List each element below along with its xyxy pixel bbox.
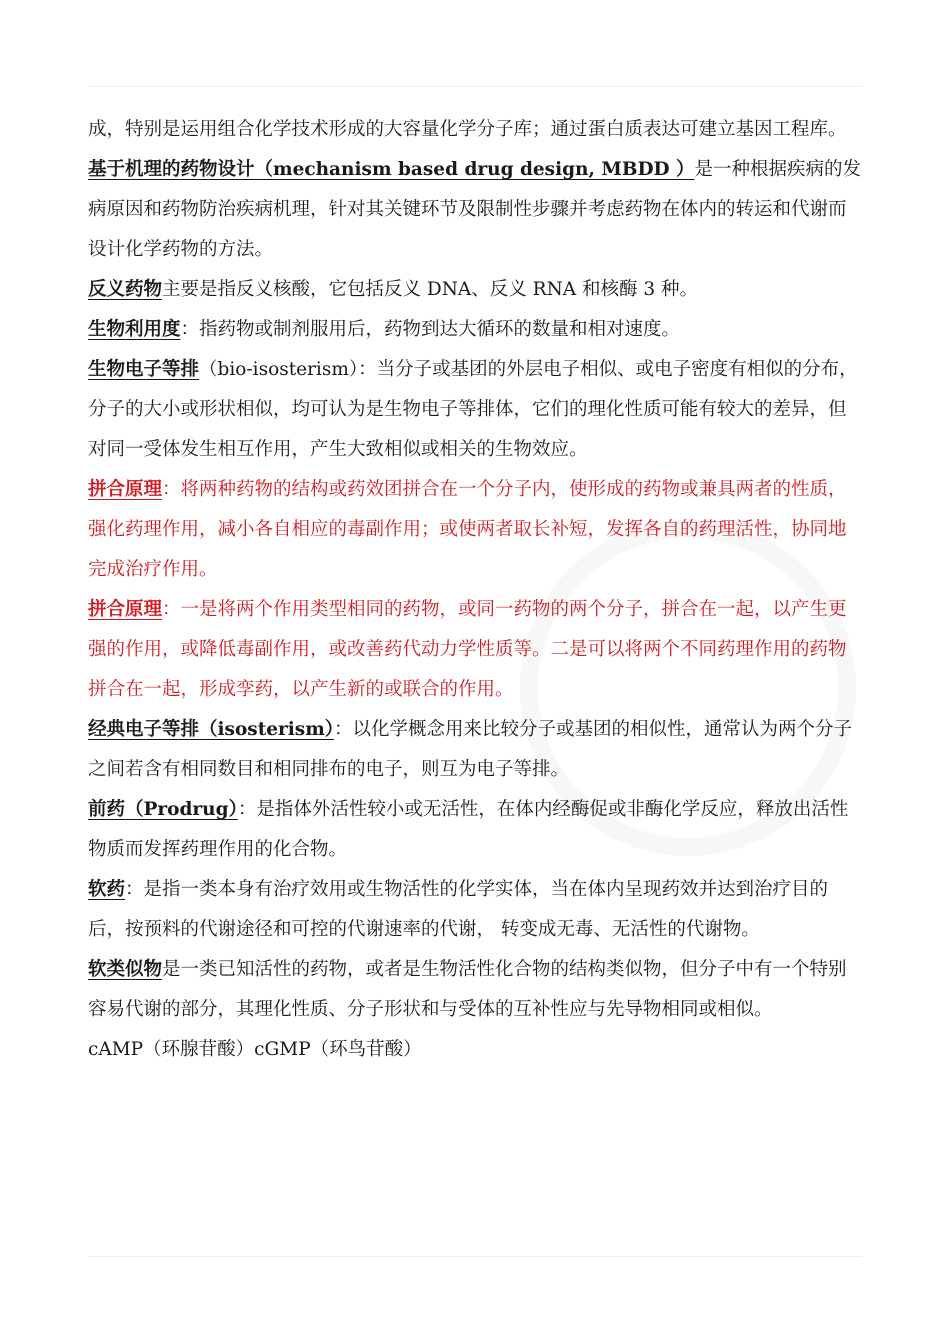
term: 生物电子等排: [88, 359, 200, 380]
definition: 是一类已知活性的药物，或者是生物活性化合物的结构类似物，但分子中有一个特别容易代谢的部分，其理化性质、分子形状和与受体的互补性应与先导物相同或相似。: [88, 959, 847, 1020]
term: 软类似物: [88, 959, 163, 980]
definition: 主要是指反义核酸，它包括反义 DNA、反义 RNA 和核酶 3 种。: [162, 279, 699, 300]
document-body: [88, 110, 862, 1070]
paragraph-9: [88, 790, 862, 870]
paragraph-11: [88, 950, 862, 1030]
term: 前药（Prodrug）: [88, 799, 238, 820]
definition: ：将两种药物的结构或药效团拼合在一个分子内，使形成的药物或兼具两者的性质，强化药理作用，减小各自相应的毒副作用；或使两者取长补短，发挥各自的药理活性，协同地完成治疗作用。: [88, 479, 847, 580]
paragraph-6: [88, 470, 862, 590]
paragraph-5: [88, 350, 862, 470]
paragraph-3: [88, 270, 862, 310]
term: 基于机理的药物设计（mechanism based drug design, MBDD ）: [88, 159, 695, 180]
paragraph-7: [88, 590, 862, 710]
paragraph-10: [88, 870, 862, 950]
term: 经典电子等排（isosterism）: [88, 719, 335, 740]
term: 拼合原理: [88, 479, 163, 500]
paragraph-8: [88, 710, 862, 790]
paragraph-2: [88, 150, 862, 270]
definition: 成，特别是运用组合化学技术形成的大容量化学分子库；通过蛋白质表达可建立基因工程库。: [88, 119, 847, 140]
definition: ：一是将两个作用类型相同的药物，或同一药物的两个分子，拼合在一起，以产生更强的作用，或降低毒副作用，或改善药代动力学性质等。二是可以将两个不同药理作用的药物拼合在一起，形成孪药，以产生新的或联合的作用。: [88, 599, 847, 700]
definition: ：以化学概念用来比较分子或基团的相似性，通常认为两个分子之间若含有相同数目和相同排布的电子，则互为电子等排。: [88, 719, 853, 780]
definition: 是一种根据疾病的发病原因和药物防治疾病机理，针对其关键环节及限制性步骤并考虑药物在体内的转运和代谢而设计化学药物的方法。: [88, 159, 862, 260]
paragraph-4: [88, 310, 862, 350]
term: 反义药物: [88, 279, 163, 300]
term: 软药: [88, 879, 126, 900]
header-rule: [88, 86, 862, 87]
definition: cAMP（环腺苷酸）cGMP（环鸟苷酸）: [88, 1039, 422, 1060]
definition: （bio-isosterism）：当分子或基团的外层电子相似、或电子密度有相似的分布，分子的大小或形状相似，均可认为是生物电子等排体，它们的理化性质可能有较大的差异，但对同一受体发生相互作用，产生大致相似或相关的生物效应。: [88, 359, 858, 460]
term: 生物利用度: [88, 319, 181, 340]
footer-rule: [88, 1256, 862, 1257]
definition: ：指药物或制剂服用后，药物到达大循环的数量和相对速度。: [180, 319, 681, 340]
paragraph-1: [88, 110, 862, 150]
definition: ：是指一类本身有治疗效用或生物活性的化学实体，当在体内呈现药效并达到治疗目的后，按预料的代谢途径和可控的代谢速率的代谢， 转变成无毒、无活性的代谢物。: [88, 879, 829, 940]
term: 拼合原理: [88, 599, 163, 620]
paragraph-12: [88, 1030, 862, 1070]
definition: ：是指体外活性较小或无活性，在体内经酶促或非酶化学反应，释放出活性物质而发挥药理作用的化合物。: [88, 799, 849, 860]
